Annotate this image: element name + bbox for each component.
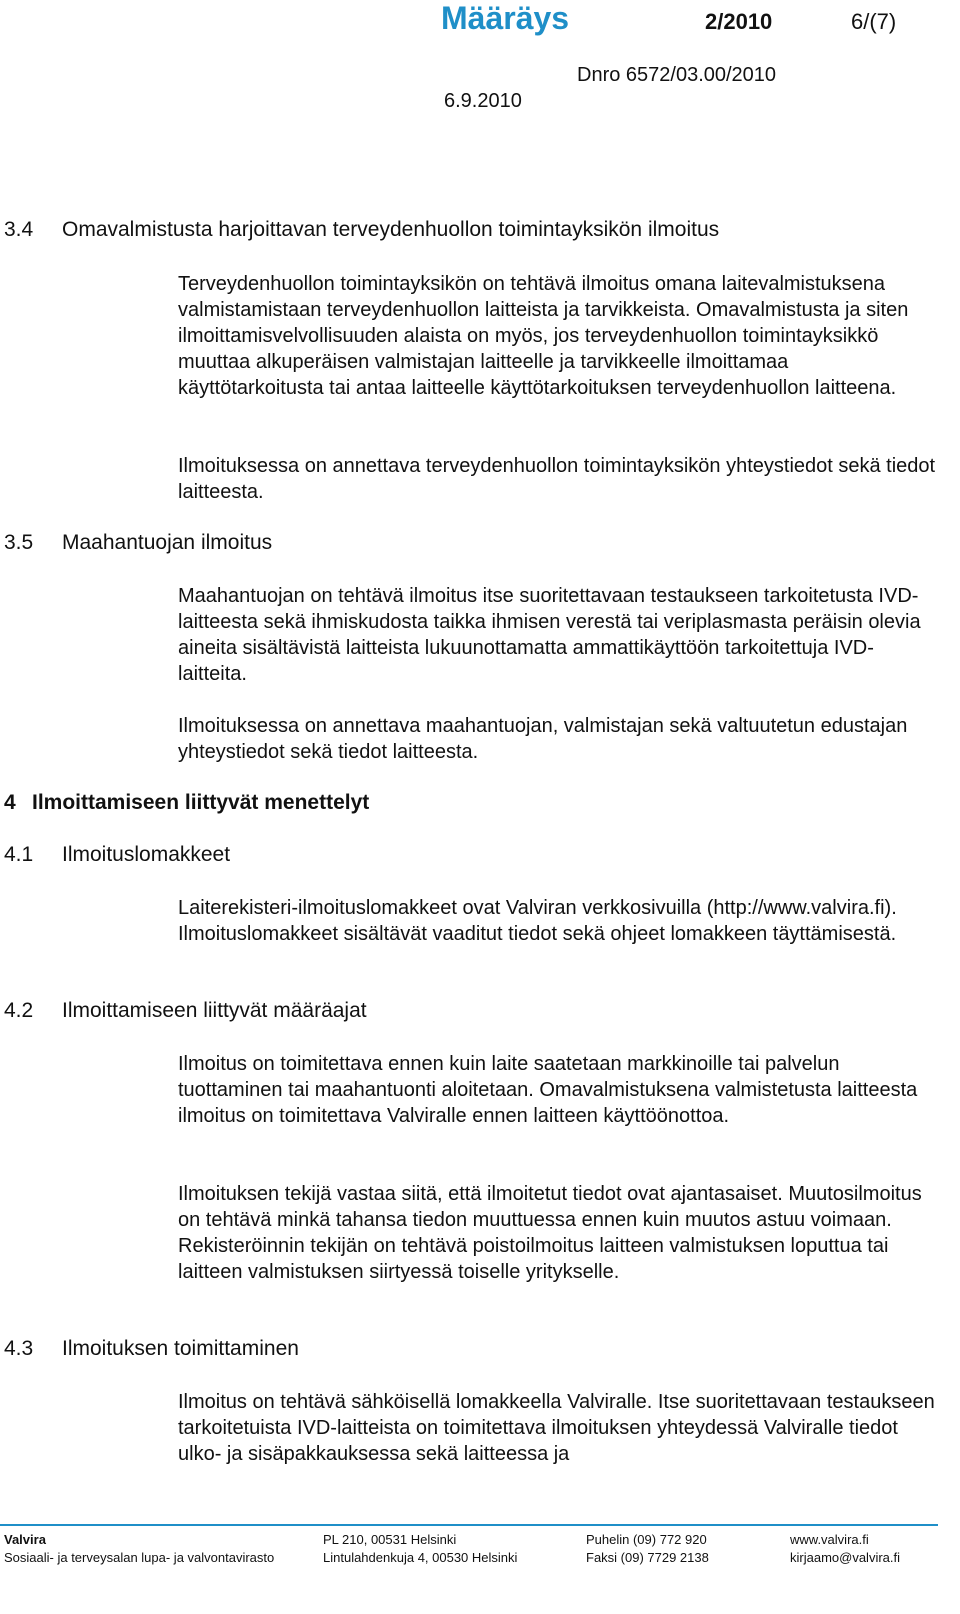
section-title: Omavalmistusta harjoittavan terveydenhuollon toimintayksikön ilmoitus <box>62 218 720 241</box>
record-number: Dnro 6572/03.00/2010 <box>577 64 777 86</box>
section-3-5-paragraph-1: Maahantuojan on tehtävä ilmoitus itse suoritettavaan testaukseen tarkoitetusta IVD-laitteesta sekä ihmiskudosta taikka ihmisen verestä tai veriplasmasta peräisin olevia aineita sisältävistä laitteista lukuunottamatta ammattikäyttöön tarkoitettuja IVD-laitteita. <box>178 585 921 685</box>
section-4-2-paragraph-2: Ilmoituksen tekijä vastaa siitä, että ilmoitetut tiedot ovat ajantasaiset. Muutosilmoitus on tehtävä minkä tahansa tiedon muuttuessa ennen kuin muutos astuu voimaan. Rekisteröinnin tekijän on tehtävä poistoilmoitus laitteen valmistuksen loputtua tai laitteen valmistuksen siirtyessä toiselle yritykselle. <box>178 1183 922 1283</box>
section-title: Maahantuojan ilmoitus <box>62 531 273 554</box>
chapter-title: Ilmoittamiseen liittyvät menettelyt <box>32 791 370 814</box>
section-4-1-paragraph-1: Laiterekisteri-ilmoituslomakkeet ovat Valviran verkkosivuilla (http://www.valvira.fi). Ilmoituslomakkeet sisältävät vaaditut tiedot sekä ohjeet lomakkeen täyttämisestä. <box>178 897 897 945</box>
section-number: 4.1 <box>4 843 34 866</box>
page-number: 6/(7) <box>851 9 897 34</box>
section-number: 4.2 <box>4 999 34 1022</box>
footer-fax: Faksi (09) 7729 2138 <box>586 1550 709 1565</box>
footer-street-address: Lintulahdenkuja 4, 00530 Helsinki <box>323 1550 518 1565</box>
section-3-4-paragraph-1: Terveydenhuollon toimintayksikön on tehtävä ilmoitus omana laitevalmistuksena valmistamistaan terveydenhuollon laitteista ja tarvikkeista. Omavalmistusta ja siten ilmoittamisvelvollisuuden alaista on myös, jos terveydenhuollon toimintayksikkö muuttaa alkuperäisen valmistajan laitteelle ja tarvikkeelle ilmoittamaa käyttötarkoitusta tai antaa laitteelle käyttötarkoituksen terveydenhuollon laitteena. <box>178 273 909 399</box>
section-3-5-paragraph-2: Ilmoituksessa on annettava maahantuojan, valmistajan sekä valtuutetun edustajan yhteystiedot sekä tiedot laitteesta. <box>178 715 908 763</box>
footer-website-link[interactable]: www.valvira.fi <box>790 1532 869 1547</box>
chapter-number: 4 <box>4 791 16 814</box>
section-number: 4.3 <box>4 1337 34 1360</box>
section-4-2-paragraph-1: Ilmoitus on toimitettava ennen kuin laite saatetaan markkinoille tai palvelun tuottaminen tai maahantuonti aloitetaan. Omavalmistuksena valmistetusta laitteesta ilmoitus on toimitettava Valviralle ennen laitteen käyttöönottoa. <box>178 1053 918 1127</box>
footer-divider <box>0 1524 938 1526</box>
footer-org: Valvira <box>4 1532 46 1547</box>
section-title: Ilmoituslomakkeet <box>62 843 231 866</box>
document-type-title: Määräys <box>441 0 570 36</box>
section-number: 3.4 <box>4 218 34 241</box>
section-title: Ilmoituksen toimittaminen <box>62 1337 299 1360</box>
footer-phone: Puhelin (09) 772 920 <box>586 1532 707 1547</box>
section-title: Ilmoittamiseen liittyvät määräajat <box>62 999 367 1022</box>
document-date: 6.9.2010 <box>444 90 522 112</box>
section-4-3-paragraph-1: Ilmoitus on tehtävä sähköisellä lomakkeella Valviralle. Itse suoritettavaan testaukseen tarkoitetuista IVD-laitteista on toimitettava ilmoituksen yhteydessä Valviralle tiedot ulko- ja sisäpakkauksessa sekä laitteessa ja <box>178 1391 935 1465</box>
footer-postal-address: PL 210, 00531 Helsinki <box>323 1532 457 1547</box>
footer-org-full: Sosiaali- ja terveysalan lupa- ja valvontavirasto <box>4 1550 275 1565</box>
section-3-4-paragraph-2: Ilmoituksessa on annettava terveydenhuollon toimintayksikön yhteystiedot sekä tiedot laitteesta. <box>178 455 936 503</box>
regulation-number: 2/2010 <box>705 9 773 34</box>
section-number: 3.5 <box>4 531 34 554</box>
footer-email-link[interactable]: kirjaamo@valvira.fi <box>790 1550 900 1565</box>
